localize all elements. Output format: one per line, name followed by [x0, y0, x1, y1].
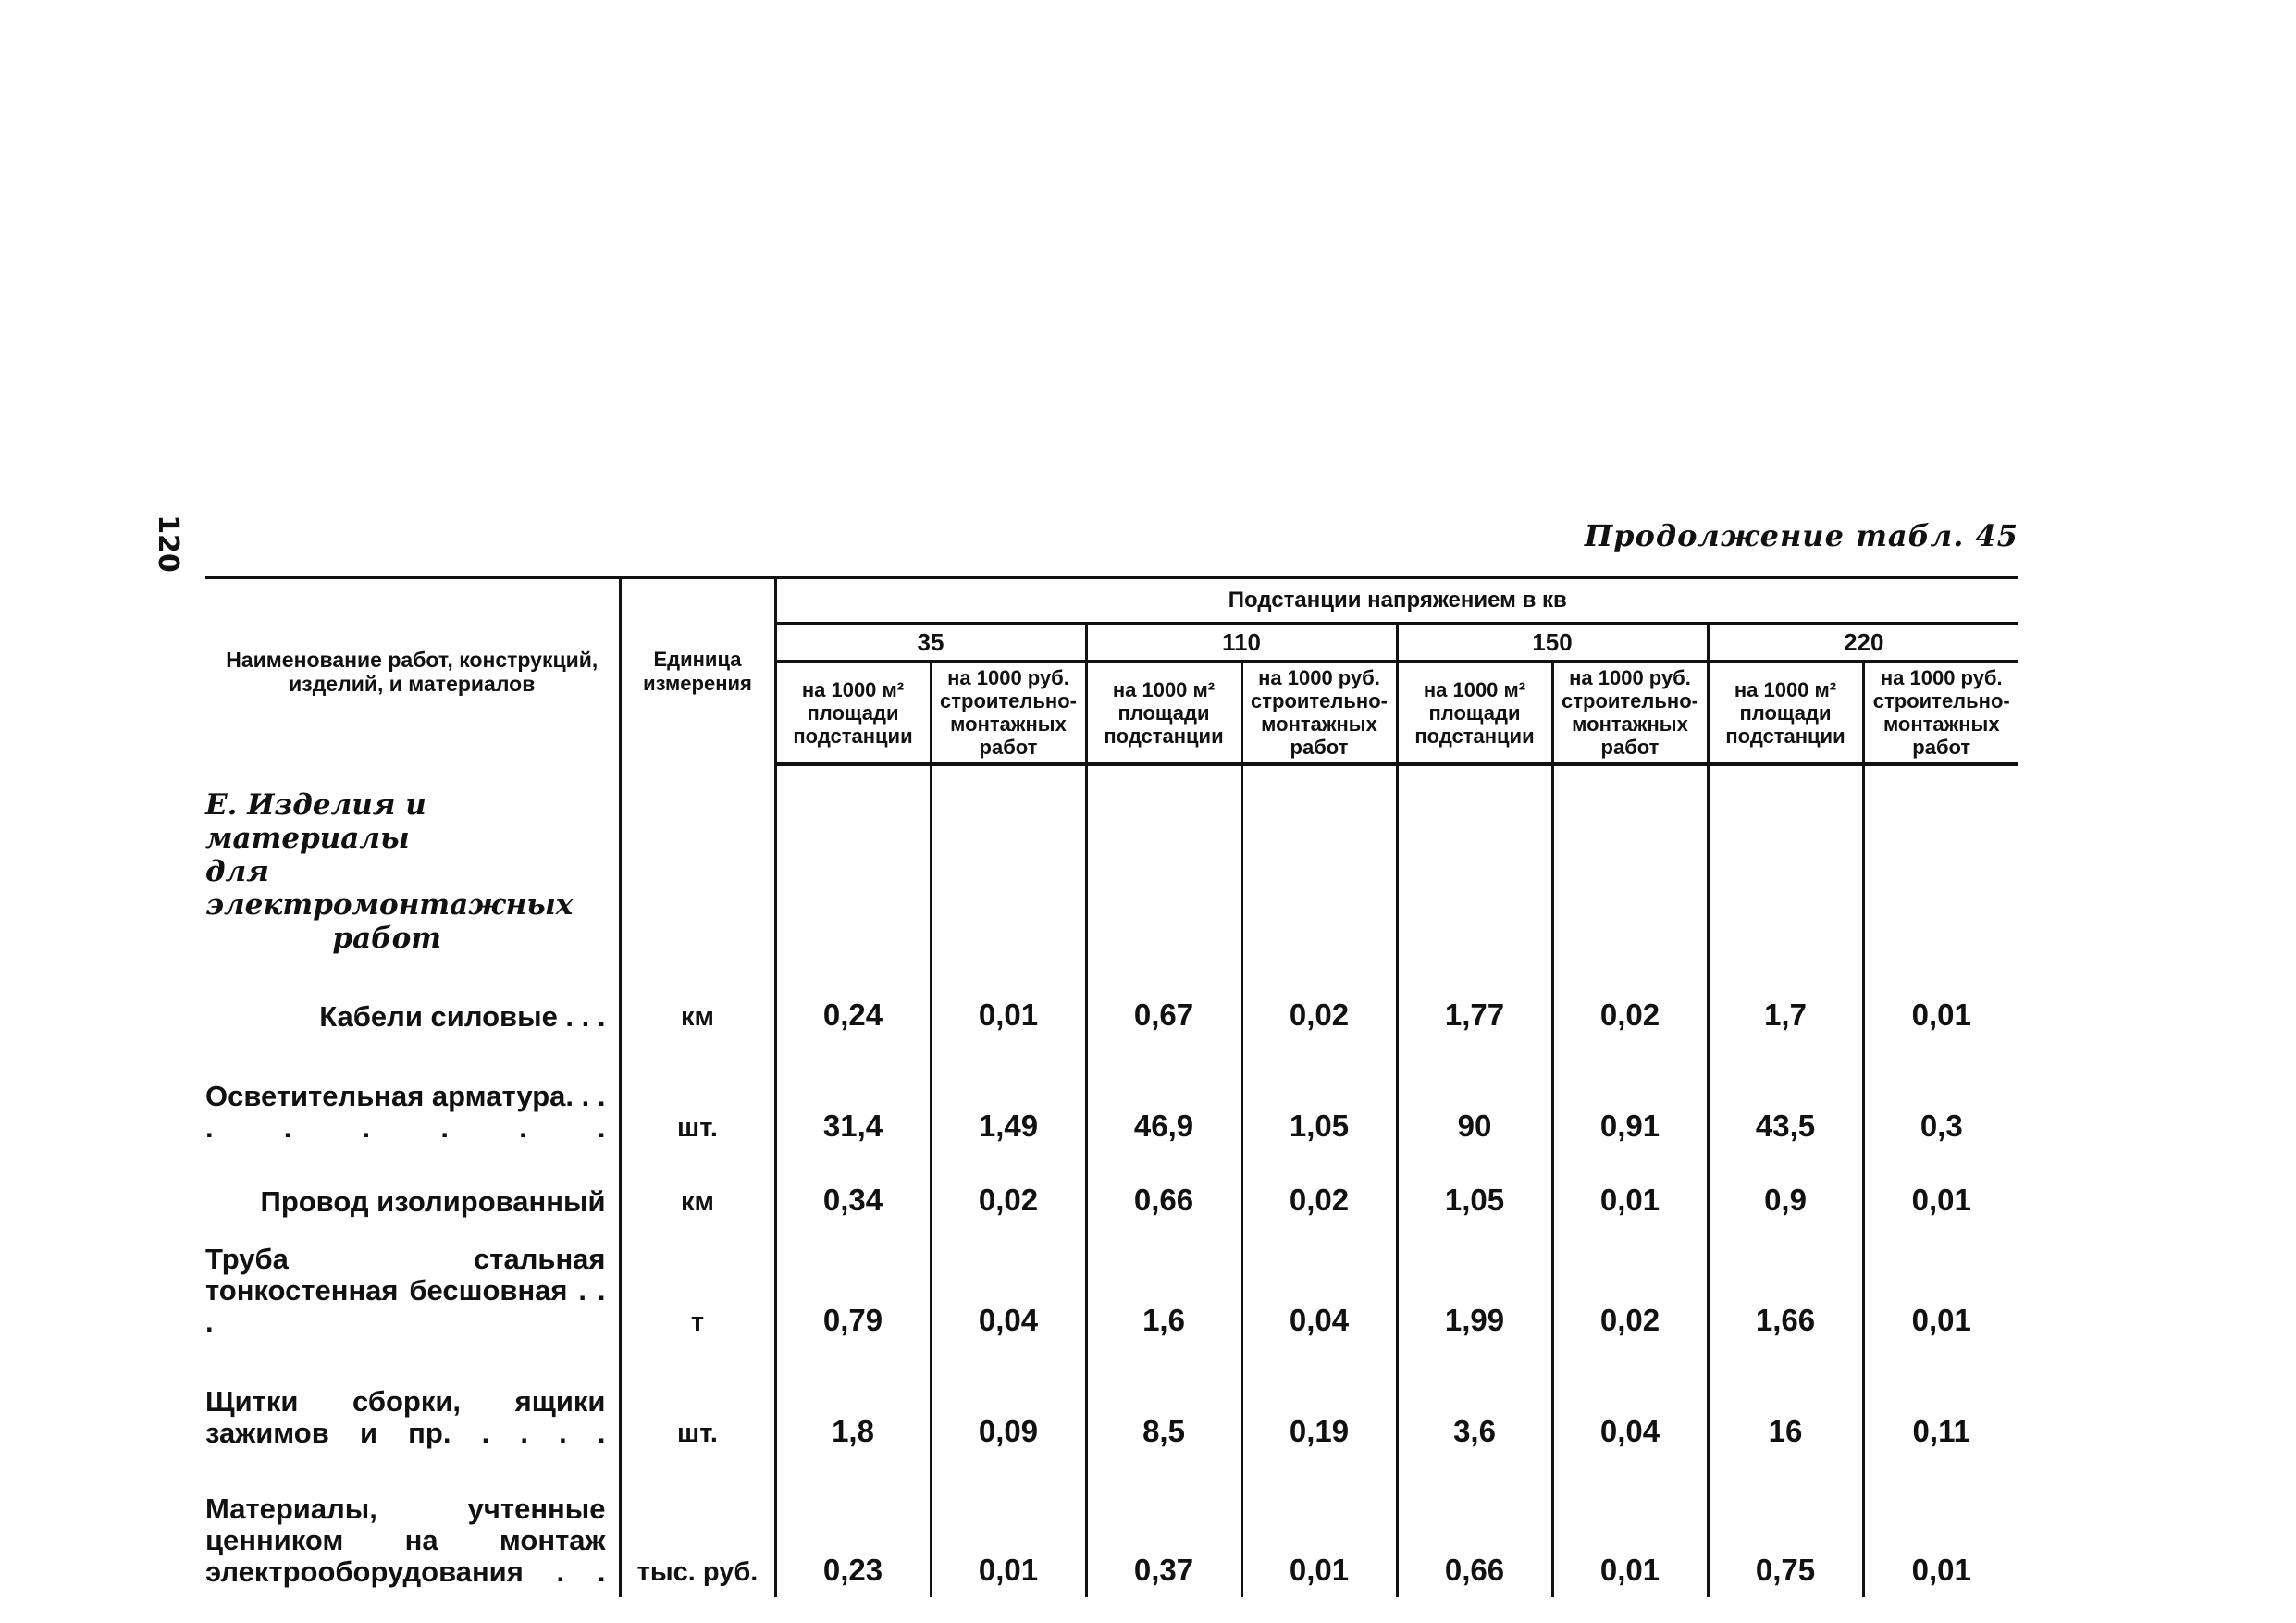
- table-body: [205, 764, 2018, 1597]
- header-voltage-35: 35: [775, 624, 1086, 662]
- table-row: [205, 1153, 2018, 1227]
- value-cell: 1,6: [1086, 1227, 1241, 1347]
- header-sub-area: на 1000 м² площади подстанции: [1086, 662, 1241, 765]
- value-cell: 0,79: [775, 1227, 931, 1347]
- value-cell: 0,01: [1863, 1227, 2018, 1347]
- header-sub-cost: на 1000 руб. строительно-монтажных работ: [1552, 662, 1708, 765]
- value-cell: 0,01: [931, 1458, 1086, 1597]
- value-cell: 46,9: [1086, 1042, 1241, 1153]
- value-cell: 0,11: [1863, 1347, 2018, 1458]
- row-name: Осветительная арматура. . . . . . . . .: [205, 1080, 606, 1144]
- section-title-line: работ: [332, 922, 442, 955]
- header-sub-area: на 1000 м² площади подстанции: [1397, 662, 1552, 765]
- value-cell: 0,01: [1241, 1458, 1397, 1597]
- value-cell: 0,19: [1241, 1347, 1397, 1458]
- value-cell: 0,91: [1552, 1042, 1708, 1153]
- header-sub-cost: на 1000 руб. строительно-монтажных работ: [931, 662, 1086, 765]
- value-cell: 1,8: [775, 1347, 931, 1458]
- value-cell: 0,3: [1863, 1042, 2018, 1153]
- header-voltage-group: Подстанции напряжением в кв: [775, 577, 2018, 624]
- value-cell: 0,66: [1397, 1458, 1552, 1597]
- value-cell: 0,04: [1241, 1227, 1397, 1347]
- table-row: [205, 1347, 2018, 1458]
- section-title-line: Е. Изделия и материалы: [205, 788, 426, 855]
- section-title-line: для электромонтажных: [205, 855, 574, 922]
- value-cell: 0,9: [1708, 1153, 1863, 1227]
- value-cell: 0,02: [931, 1153, 1086, 1227]
- empty-cell: [1397, 764, 1552, 964]
- table-row: [205, 1227, 2018, 1347]
- value-cell: 0,01: [931, 964, 1086, 1042]
- value-cell: 1,99: [1397, 1227, 1552, 1347]
- empty-cell: [775, 764, 931, 964]
- section-row: [205, 764, 2018, 964]
- row-unit: тыс. руб.: [620, 1458, 775, 1597]
- value-cell: 31,4: [775, 1042, 931, 1153]
- value-cell: 0,01: [1863, 1458, 2018, 1597]
- value-cell: 0,75: [1708, 1458, 1863, 1597]
- value-cell: 1,66: [1708, 1227, 1863, 1347]
- empty-cell: [1241, 764, 1397, 964]
- empty-cell: [1863, 764, 2018, 964]
- value-cell: 1,05: [1397, 1153, 1552, 1227]
- value-cell: 3,6: [1397, 1347, 1552, 1458]
- table-row: [205, 1042, 2018, 1153]
- value-cell: 0,66: [1086, 1153, 1241, 1227]
- table-row: [205, 964, 2018, 1042]
- header-sub-area: на 1000 м² площади подстанции: [775, 662, 931, 765]
- value-cell: 0,37: [1086, 1458, 1241, 1597]
- value-cell: 1,05: [1241, 1042, 1397, 1153]
- value-cell: 0,34: [775, 1153, 931, 1227]
- row-unit: км: [620, 964, 775, 1042]
- value-cell: 0,01: [1863, 964, 2018, 1042]
- value-cell: 1,77: [1397, 964, 1552, 1042]
- continuation-label: Продолжение табл. 45: [1584, 518, 2018, 553]
- value-cell: 0,67: [1086, 964, 1241, 1042]
- row-name: Материалы, учтенные ценником на монтаж электрооборудования . .: [205, 1493, 606, 1588]
- header-voltage-220: 220: [1708, 624, 2018, 662]
- value-cell: 0,02: [1241, 964, 1397, 1042]
- header-voltage-150: 150: [1397, 624, 1708, 662]
- empty-cell: [620, 764, 775, 964]
- value-cell: 0,01: [1552, 1458, 1708, 1597]
- value-cell: 0,02: [1552, 1227, 1708, 1347]
- value-cell: 16: [1708, 1347, 1863, 1458]
- value-cell: 0,23: [775, 1458, 931, 1597]
- value-cell: 0,04: [1552, 1347, 1708, 1458]
- value-cell: 0,09: [931, 1347, 1086, 1458]
- row-name: Труба стальная тонкостенная бесшовная . . .: [205, 1243, 606, 1338]
- value-cell: 1,7: [1708, 964, 1863, 1042]
- value-cell: 8,5: [1086, 1347, 1241, 1458]
- section-title: [205, 764, 620, 964]
- empty-cell: [931, 764, 1086, 964]
- empty-cell: [1086, 764, 1241, 964]
- page-number: 120: [151, 514, 184, 573]
- header-sub-cost: на 1000 руб. строительно-монтажных работ: [1863, 662, 2018, 765]
- empty-cell: [1552, 764, 1708, 964]
- row-name: Щитки сборки, ящики зажимов и пр. . . . .: [205, 1385, 606, 1449]
- value-cell: 0,04: [931, 1227, 1086, 1347]
- value-cell: 90: [1397, 1042, 1552, 1153]
- header-name-column: Наименование работ, конструкций, изделий, и материалов: [205, 577, 620, 764]
- value-cell: 43,5: [1708, 1042, 1863, 1153]
- table-header: [205, 577, 2018, 764]
- header-unit-column: Единица измерения: [620, 577, 775, 764]
- empty-cell: [1708, 764, 1863, 964]
- row-unit: км: [620, 1153, 775, 1227]
- row-unit: т: [620, 1227, 775, 1347]
- value-cell: 0,24: [775, 964, 931, 1042]
- header-voltage-110: 110: [1086, 624, 1397, 662]
- value-cell: 0,01: [1552, 1153, 1708, 1227]
- value-cell: 1,49: [931, 1042, 1086, 1153]
- value-cell: 0,02: [1241, 1153, 1397, 1227]
- value-cell: 0,01: [1863, 1153, 2018, 1227]
- norms-table: [205, 576, 2018, 1597]
- row-name: Провод изолированный: [260, 1185, 606, 1218]
- table-row: [205, 1458, 2018, 1597]
- row-name: Кабели силовые . . .: [319, 1000, 606, 1033]
- header-sub-area: на 1000 м² площади подстанции: [1708, 662, 1863, 765]
- row-unit: шт.: [620, 1347, 775, 1458]
- value-cell: 0,02: [1552, 964, 1708, 1042]
- header-sub-cost: на 1000 руб. строительно-монтажных работ: [1241, 662, 1397, 765]
- row-unit: шт.: [620, 1042, 775, 1153]
